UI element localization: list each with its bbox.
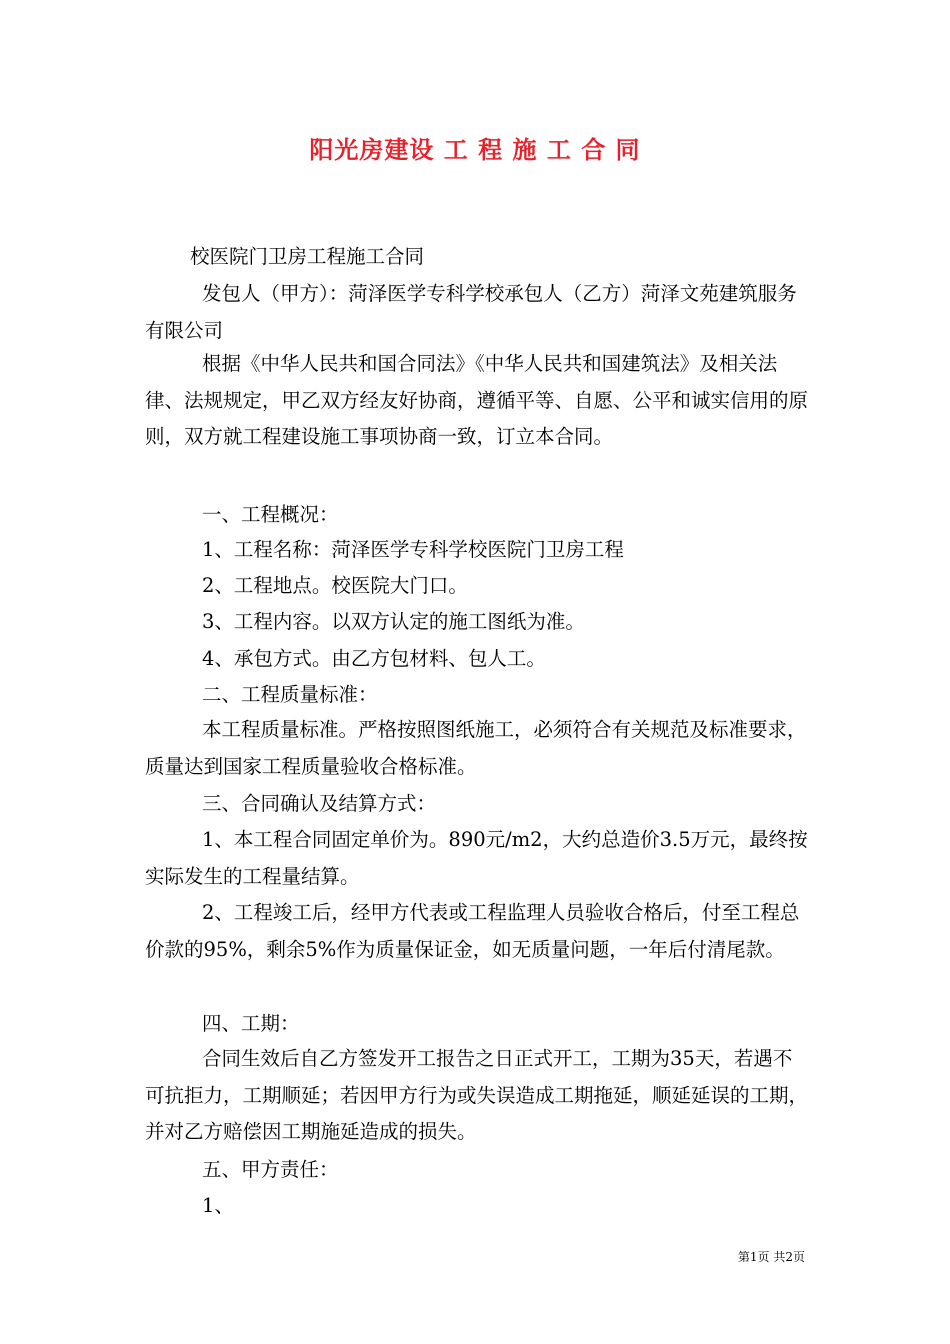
section-heading-3: 三、合同确认及结算方式：: [202, 792, 437, 815]
list-item: 4、承包方式。由乙方包材料、包人工。: [202, 647, 546, 670]
page-number: 第1页 共2页: [737, 1250, 805, 1264]
section-heading-1: 一、工程概况：: [202, 503, 339, 526]
list-item: 1、工程名称：菏泽医学专科学校医院门卫房工程: [202, 538, 624, 561]
section-heading-2: 二、工程质量标准：: [202, 683, 378, 706]
document-title: 阳光房建设 工 程 施 工 合 同: [309, 135, 641, 164]
preamble-paragraph: 根据《中华人民共和国合同法》《中华人民共和国建筑法》及相关法律、法规规定，甲乙双方经友好协商，遵循平等、自愿、公平和诚实信用的原则，双方就工程建设施工事项协商一致，订立本合同。: [145, 352, 809, 448]
settlement-paragraph-2: 2、工程竣工后，经甲方代表或工程监理人员验收合格后，付至工程总价款的95%，剩余5%作为质量保证金，如无质量问题，一年后付清尾款。: [145, 901, 800, 961]
parties-paragraph: 发包人（甲方）：菏泽医学专科学校承包人（乙方）菏泽文苑建筑服务有限公司: [145, 282, 797, 342]
list-item: 3、工程内容。以双方认定的施工图纸为准。: [202, 610, 585, 633]
list-item: 2、工程地点。校医院大门口。: [202, 574, 468, 597]
subtitle-paragraph: 校医院门卫房工程施工合同: [190, 245, 425, 268]
section-heading-4: 四、工期：: [202, 1012, 300, 1035]
section-heading-5: 五、甲方责任：: [202, 1158, 339, 1181]
settlement-paragraph-1: 1、本工程合同固定单价为。890元/m2，大约总造价3.5万元，最终按实际发生的工程量结算。: [145, 828, 808, 888]
list-item: 1、: [202, 1194, 234, 1217]
quality-paragraph: 本工程质量标准。严格按照图纸施工，必须符合有关规范及标准要求，质量达到国家工程质量验收合格标准。: [145, 718, 807, 778]
schedule-paragraph: 合同生效后自乙方签发开工报告之日正式开工，工期为35天，若遇不可抗拒力，工期顺延；若因甲方行为或失误造成工期拖延，顺延延误的工期，并对乙方赔偿因工期施延造成的损失。: [145, 1047, 809, 1143]
